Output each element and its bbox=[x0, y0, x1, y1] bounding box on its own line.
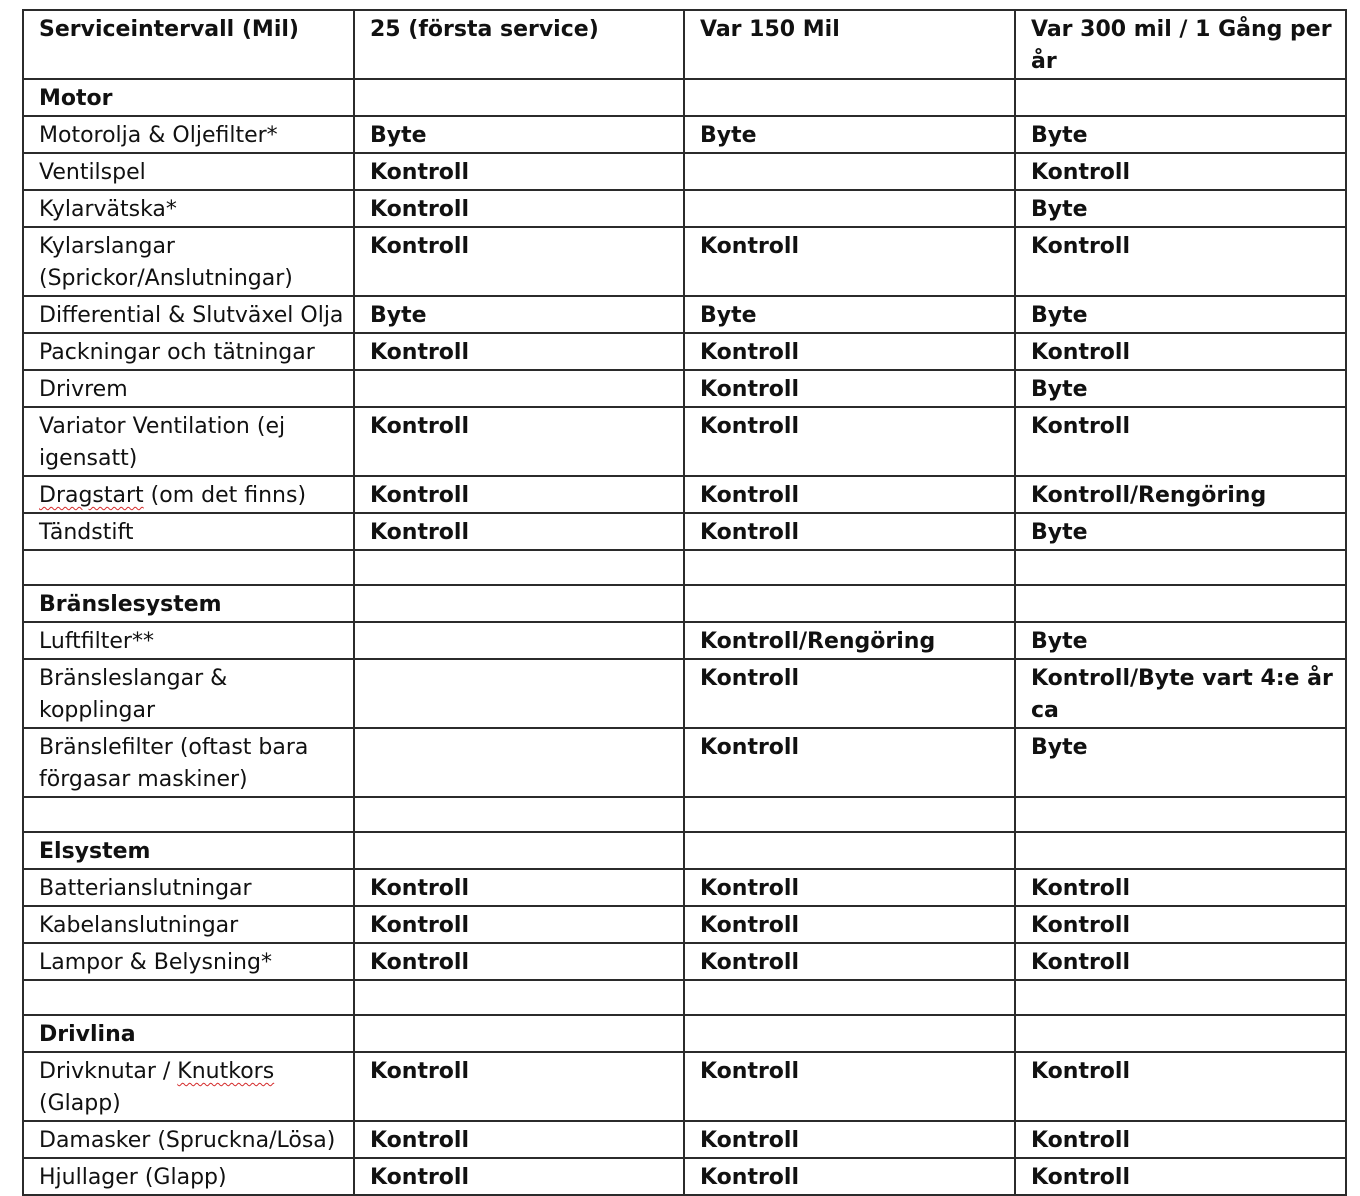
table-row bbox=[23, 906, 1346, 943]
value-cell: Kontroll bbox=[354, 153, 684, 190]
table-row bbox=[23, 296, 1346, 333]
value-cell: Kontroll bbox=[1015, 227, 1346, 296]
value-cell: Kontroll bbox=[354, 227, 684, 296]
item-line: Variator Ventilation (ej bbox=[39, 414, 286, 439]
section-row-electrical bbox=[23, 832, 1346, 869]
value-cell: Kontroll bbox=[684, 476, 1015, 513]
empty-cell bbox=[684, 585, 1015, 622]
table-row bbox=[23, 370, 1346, 407]
value-cell: Kontroll bbox=[1015, 333, 1346, 370]
table-row bbox=[23, 1158, 1346, 1195]
value-cell: Kontroll bbox=[684, 513, 1015, 550]
value-cell: Kontroll bbox=[684, 227, 1015, 296]
value-cell: Kontroll bbox=[684, 1052, 1015, 1121]
value-cell: Kontroll bbox=[354, 1158, 684, 1195]
empty-cell bbox=[23, 980, 354, 1015]
item-line: (Sprickor/Anslutningar) bbox=[39, 266, 293, 291]
table-row bbox=[23, 153, 1346, 190]
value-cell: Kontroll bbox=[1015, 943, 1346, 980]
item-text: Drivknutar / bbox=[39, 1059, 178, 1084]
table-row bbox=[23, 728, 1346, 797]
value-cell: Kontroll bbox=[1015, 1121, 1346, 1158]
table-row bbox=[23, 869, 1346, 906]
empty-cell bbox=[1015, 797, 1346, 832]
value-cell: Kontroll/Rengöring bbox=[684, 622, 1015, 659]
value-cell: Kontroll bbox=[684, 869, 1015, 906]
table-row bbox=[23, 943, 1346, 980]
value-cell: Byte bbox=[354, 296, 684, 333]
empty-cell bbox=[1015, 550, 1346, 585]
empty-cell bbox=[354, 79, 684, 116]
header-interval: Serviceintervall (Mil) bbox=[23, 10, 354, 79]
empty-row bbox=[23, 980, 1346, 1015]
empty-cell bbox=[23, 550, 354, 585]
empty-row bbox=[23, 797, 1346, 832]
item-cell: Differential & Slutväxel Olja bbox=[23, 296, 354, 333]
table-row bbox=[23, 513, 1346, 550]
value-cell: Kontroll bbox=[354, 1052, 684, 1121]
spellcheck-word: Knutkors bbox=[177, 1059, 275, 1084]
header-every-150: Var 150 Mil bbox=[684, 10, 1015, 79]
value-cell: Byte bbox=[684, 296, 1015, 333]
empty-cell bbox=[1015, 79, 1346, 116]
empty-cell bbox=[1015, 980, 1346, 1015]
empty-cell bbox=[684, 980, 1015, 1015]
item-cell: Drivrem bbox=[23, 370, 354, 407]
value-cell: Kontroll bbox=[354, 476, 684, 513]
value-cell: Byte bbox=[1015, 370, 1346, 407]
header-every-300: Var 300 mil / 1 Gång per år bbox=[1015, 10, 1346, 79]
empty-cell bbox=[354, 585, 684, 622]
value-cell bbox=[354, 659, 684, 728]
item-cell: Kabelanslutningar bbox=[23, 906, 354, 943]
item-cell: Bränsleslangar & kopplingar bbox=[23, 659, 354, 728]
value-cell: Kontroll bbox=[1015, 869, 1346, 906]
item-cell: Hjullager (Glapp) bbox=[23, 1158, 354, 1195]
table-row bbox=[23, 622, 1346, 659]
value-cell: Kontroll/Rengöring bbox=[1015, 476, 1346, 513]
value-cell: Kontroll bbox=[684, 370, 1015, 407]
value-cell: Kontroll bbox=[354, 906, 684, 943]
value-cell: Byte bbox=[684, 116, 1015, 153]
value-cell bbox=[354, 370, 684, 407]
value-cell: Byte bbox=[1015, 116, 1346, 153]
value-cell: Kontroll bbox=[1015, 906, 1346, 943]
value-cell bbox=[354, 622, 684, 659]
value-cell: Kontroll bbox=[354, 869, 684, 906]
item-cell: Packningar och tätningar bbox=[23, 333, 354, 370]
section-title: Elsystem bbox=[23, 832, 354, 869]
value-cell: Kontroll bbox=[684, 943, 1015, 980]
item-cell: Kylarvätska* bbox=[23, 190, 354, 227]
table-row bbox=[23, 476, 1346, 513]
item-line: (Glapp) bbox=[39, 1091, 121, 1116]
item-cell: Damasker (Spruckna/Lösa) bbox=[23, 1121, 354, 1158]
header-first-service: 25 (första service) bbox=[354, 10, 684, 79]
item-cell: Batterianslutningar bbox=[23, 869, 354, 906]
item-cell: Tändstift bbox=[23, 513, 354, 550]
value-cell: Kontroll bbox=[684, 659, 1015, 728]
value-cell: Kontroll bbox=[684, 407, 1015, 476]
value-cell: Byte bbox=[1015, 728, 1346, 797]
item-cell: Ventilspel bbox=[23, 153, 354, 190]
section-title: Motor bbox=[23, 79, 354, 116]
item-cell: Motorolja & Oljefilter* bbox=[23, 116, 354, 153]
table-row bbox=[23, 1052, 1346, 1121]
table-row bbox=[23, 1121, 1346, 1158]
value-cell: Kontroll bbox=[684, 728, 1015, 797]
value-cell: Byte bbox=[1015, 622, 1346, 659]
value-cell: Kontroll bbox=[1015, 407, 1346, 476]
item-line: Bränslefilter (oftast bara bbox=[39, 735, 309, 760]
empty-cell bbox=[354, 797, 684, 832]
section-title: Drivlina bbox=[23, 1015, 354, 1052]
service-schedule-table bbox=[22, 9, 1347, 1196]
item-cell: Luftfilter** bbox=[23, 622, 354, 659]
value-cell: Kontroll bbox=[684, 1158, 1015, 1195]
section-title: Bränslesystem bbox=[23, 585, 354, 622]
table-row bbox=[23, 333, 1346, 370]
spellcheck-word: Dragstart bbox=[39, 483, 144, 508]
item-cell bbox=[23, 1052, 354, 1121]
section-row-fuel bbox=[23, 585, 1346, 622]
table-row bbox=[23, 116, 1346, 153]
value-cell: Byte bbox=[1015, 190, 1346, 227]
table-row bbox=[23, 407, 1346, 476]
value-cell: Kontroll bbox=[684, 1121, 1015, 1158]
value-cell: Byte bbox=[1015, 513, 1346, 550]
value-cell: Byte bbox=[354, 116, 684, 153]
item-cell bbox=[23, 407, 354, 476]
value-cell: Kontroll bbox=[1015, 1052, 1346, 1121]
value-cell bbox=[684, 153, 1015, 190]
header-row bbox=[23, 10, 1346, 79]
value-cell: Kontroll bbox=[354, 513, 684, 550]
value-cell: Kontroll bbox=[1015, 153, 1346, 190]
table-row bbox=[23, 190, 1346, 227]
empty-cell bbox=[23, 797, 354, 832]
empty-row bbox=[23, 550, 1346, 585]
value-cell: Kontroll bbox=[354, 190, 684, 227]
value-cell: Kontroll bbox=[684, 906, 1015, 943]
table-row bbox=[23, 659, 1346, 728]
item-line: Kylarslangar bbox=[39, 234, 175, 259]
item-cell bbox=[23, 227, 354, 296]
empty-cell bbox=[354, 550, 684, 585]
empty-cell bbox=[684, 797, 1015, 832]
empty-cell bbox=[354, 832, 684, 869]
empty-cell bbox=[354, 980, 684, 1015]
item-text: (om det finns) bbox=[143, 483, 307, 508]
value-cell: Kontroll bbox=[1015, 1158, 1346, 1195]
value-cell: Kontroll/Byte vart 4:e år ca bbox=[1015, 659, 1346, 728]
empty-cell bbox=[684, 1015, 1015, 1052]
empty-cell bbox=[684, 832, 1015, 869]
empty-cell bbox=[684, 550, 1015, 585]
empty-cell bbox=[354, 1015, 684, 1052]
empty-cell bbox=[1015, 1015, 1346, 1052]
section-row-drivetrain bbox=[23, 1015, 1346, 1052]
value-cell: Kontroll bbox=[354, 1121, 684, 1158]
value-cell: Kontroll bbox=[354, 943, 684, 980]
empty-cell bbox=[684, 79, 1015, 116]
item-line: igensatt) bbox=[39, 446, 138, 471]
value-cell: Byte bbox=[1015, 296, 1346, 333]
item-line: förgasar maskiner) bbox=[39, 767, 248, 792]
item-cell: Lampor & Belysning* bbox=[23, 943, 354, 980]
value-cell bbox=[354, 728, 684, 797]
value-cell: Kontroll bbox=[354, 407, 684, 476]
empty-cell bbox=[1015, 832, 1346, 869]
value-cell: Kontroll bbox=[354, 333, 684, 370]
empty-cell bbox=[1015, 585, 1346, 622]
table-row bbox=[23, 227, 1346, 296]
value-cell: Kontroll bbox=[684, 333, 1015, 370]
section-row-motor bbox=[23, 79, 1346, 116]
item-cell bbox=[23, 728, 354, 797]
value-cell bbox=[684, 190, 1015, 227]
item-cell bbox=[23, 476, 354, 513]
